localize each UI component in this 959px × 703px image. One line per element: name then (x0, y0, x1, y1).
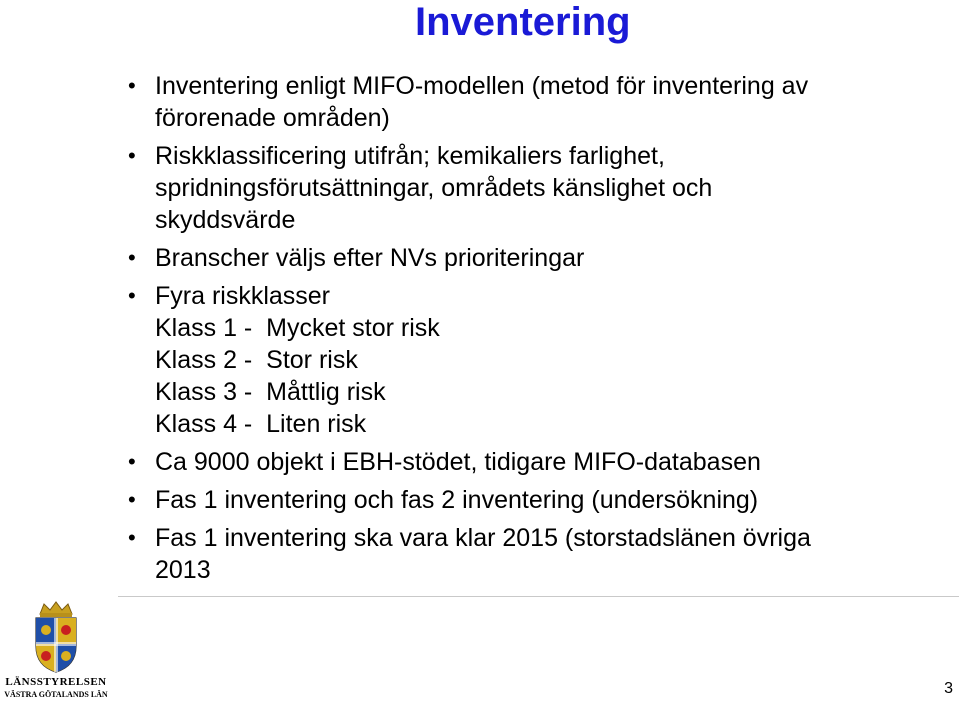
bullet-item (120, 140, 950, 236)
bullet-line: Fas 1 inventering och fas 2 inventering (undersökning) (155, 486, 759, 514)
bullet-line: Inventering enligt MIFO-modellen (metod för inventering av (155, 72, 809, 100)
bullet-dot-icon: • (128, 245, 136, 270)
bullet-item (120, 280, 950, 440)
bullet-dot-icon: • (128, 487, 136, 512)
coat-of-arms-icon (26, 600, 86, 674)
logo-text-agency: LÄNSSTYRELSEN (5, 676, 107, 688)
bullet-item (120, 446, 950, 478)
bullet-dot-icon: • (128, 73, 136, 98)
bullet-item (120, 242, 950, 274)
risk-class-line: Klass 1 - Mycket stor risk (155, 314, 440, 342)
bullet-item (120, 70, 950, 134)
bullet-line: Fas 1 inventering ska vara klar 2015 (storstadslänen övriga (155, 524, 811, 552)
bullet-dot-icon: • (128, 143, 136, 168)
bullet-line: Fyra riskklasser (155, 282, 331, 310)
risk-class-line: Klass 4 - Liten risk (155, 410, 367, 438)
bullet-dot-icon: • (128, 449, 136, 474)
bullet-line: Ca 9000 objekt i EBH-stödet, tidigare MIFO-databasen (155, 448, 761, 476)
bullet-line: spridningsförutsättningar, områdets känslighet och (155, 174, 713, 202)
risk-class-line: Klass 3 - Måttlig risk (155, 378, 386, 406)
slide-title: Inventering (415, 0, 631, 44)
bullet-item (120, 522, 950, 586)
footer-divider (118, 596, 959, 597)
bullet-line: Riskklassificering utifrån; kemikaliers farlighet, (155, 142, 665, 170)
bullet-list (120, 70, 950, 592)
bullet-line: förorenade områden) (155, 104, 390, 132)
risk-class-line: Klass 2 - Stor risk (155, 346, 358, 374)
page-number: 3 (944, 680, 953, 697)
bullet-item (120, 484, 950, 516)
bullet-line: 2013 (155, 556, 211, 584)
lansstyrelsen-logo (0, 600, 112, 703)
bullet-dot-icon: • (128, 283, 136, 308)
bullet-line: skyddsvärde (155, 206, 296, 234)
bullet-dot-icon: • (128, 525, 136, 550)
logo-text-county: VÄSTRA GÖTALANDS LÄN (4, 690, 108, 699)
bullet-line: Branscher väljs efter NVs prioriteringar (155, 244, 585, 272)
